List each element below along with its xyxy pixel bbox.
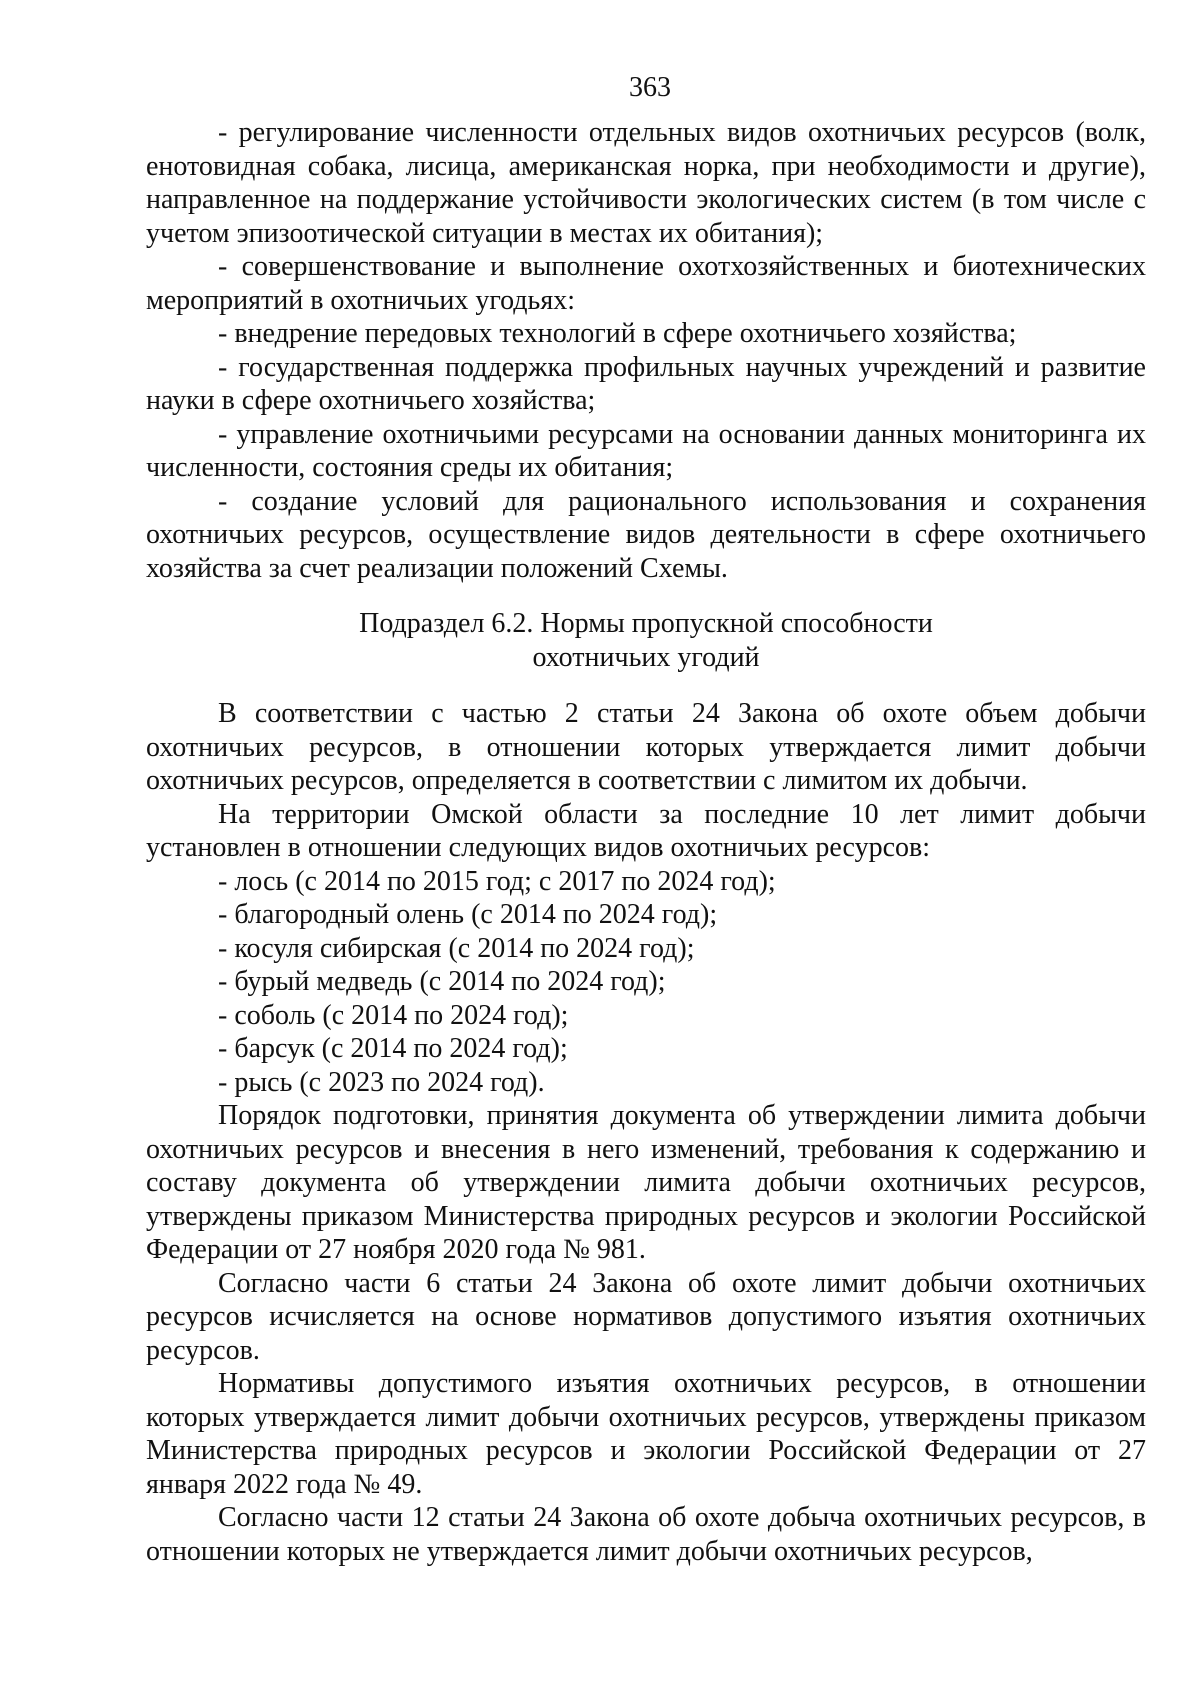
section-heading-line: охотничьих угодий <box>532 641 760 673</box>
paragraph: В соответствии с частью 2 статьи 24 Закона об охоте объем добычи охотничьих ресурсов, в отношении которых утверждается лимит добычи охотничьих ресурсов, определяется в соответствии с лимитом их добычи. <box>146 698 1146 796</box>
page-number: 363 <box>629 72 671 103</box>
section-heading <box>146 607 1146 674</box>
paragraph: - государственная поддержка профильных научных учреждений и развитие науки в сфере охотничьего хозяйства; <box>146 351 1146 416</box>
list-item: - барсук (с 2014 по 2024 год); <box>218 1033 568 1064</box>
paragraph: На территории Омской области за последние 10 лет лимит добычи установлен в отношении следующих видов охотничьих ресурсов: <box>146 798 1146 863</box>
paragraph: Нормативы допустимого изъятия охотничьих ресурсов, в отношении которых утверждается лимит добычи охотничьих ресурсов, утверждены приказом Министерства природных ресурсов и экологии Российской Федерации от 27 января 2022 года № 49. <box>146 1368 1146 1500</box>
paragraph: Согласно части 6 статьи 24 Закона об охоте лимит добычи охотничьих ресурсов исчисляется на основе нормативов допустимого изъятия охотничьих ресурсов. <box>146 1267 1146 1366</box>
list-item: - благородный олень (с 2014 по 2024 год); <box>218 899 718 930</box>
paragraph: - управление охотничьими ресурсами на основании данных мониторинга их численности, состояния среды их обитания; <box>146 418 1146 483</box>
paragraph: Согласно части 12 статьи 24 Закона об охоте добыча охотничьих ресурсов, в отношении которых не утверждается лимит добычи охотничьих ресурсов, <box>146 1502 1146 1567</box>
paragraph: - внедрение передовых технологий в сфере охотничьего хозяйства; <box>218 318 1017 349</box>
list-item: - рысь (с 2023 по 2024 год). <box>218 1066 545 1098</box>
section-heading-line: Подраздел 6.2. Нормы пропускной способности <box>359 608 933 639</box>
list-item: - косуля сибирская (с 2014 по 2024 год); <box>218 932 695 964</box>
paragraph: - создание условий для рационального использования и сохранения охотничьих ресурсов, осуществление видов деятельности в сфере охотничьего хозяйства за счет реализации положений Схемы. <box>146 485 1146 584</box>
list-item: - лось (с 2014 по 2015 год; с 2017 по 2024 год); <box>218 865 776 897</box>
list-item: - соболь (с 2014 по 2024 год); <box>218 999 569 1031</box>
list-item: - бурый медведь (с 2014 по 2024 год); <box>218 966 666 997</box>
paragraph: - регулирование численности отдельных видов охотничьих ресурсов (волк, енотовидная собака, лисица, американская норка, при необходимости и другие), направленное на поддержание устойчивости экологических систем (в том числе с учетом эпизоотической ситуации в местах их обитания); <box>146 117 1146 249</box>
paragraph: - совершенствование и выполнение охотхозяйственных и биотехнических мероприятий в охотничьих угодьях: <box>146 251 1146 316</box>
document-body <box>146 116 1146 1568</box>
paragraph: Порядок подготовки, принятия документа об утверждении лимита добычи охотничьих ресурсов и внесения в него изменений, требования к содержанию и составу документа об утверждении лимита добычи охотничьих ресурсов, утверждены приказом Министерства природных ресурсов и экологии Российской Федерации от 27 ноября 2020 года № 981. <box>146 1100 1146 1265</box>
